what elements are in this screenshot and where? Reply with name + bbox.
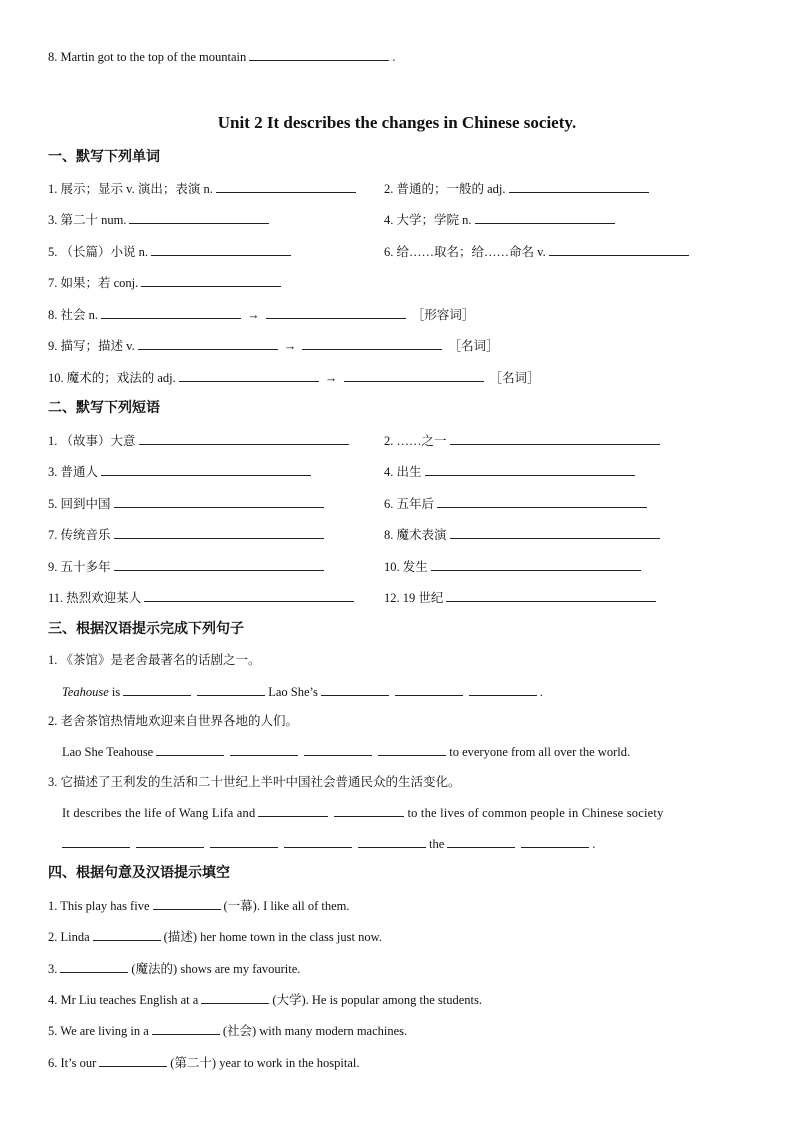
answer-blank[interactable] xyxy=(425,463,635,476)
section-heading: 四、根据句意及汉语提示填空 xyxy=(48,865,230,881)
phrase-item xyxy=(384,432,663,449)
item-label: 6. 五年后 xyxy=(384,497,435,511)
answer-blank[interactable] xyxy=(60,960,128,973)
answer-blank[interactable] xyxy=(156,743,224,756)
answer-blank[interactable] xyxy=(230,743,298,756)
item-label: 2. ……之一 xyxy=(384,434,447,448)
word-item xyxy=(48,243,294,260)
fill-item xyxy=(48,928,382,945)
fill-item xyxy=(48,897,350,914)
phrase-item xyxy=(48,432,352,449)
item-label: 2. 普通的；一般的 adj. xyxy=(384,182,506,196)
italic-title: Teahouse xyxy=(62,685,109,699)
answer-line xyxy=(62,804,664,821)
fill-item xyxy=(48,960,300,977)
item-label: 8. 社会 n. xyxy=(48,308,99,322)
answer-blank[interactable] xyxy=(447,835,515,848)
text: (第二十) year to work in the hospital. xyxy=(170,1056,360,1070)
item-label: 5. （长篇）小说 n. xyxy=(48,245,149,259)
item-label: 10. 发生 xyxy=(384,560,428,574)
punct: . xyxy=(392,50,396,64)
answer-blank[interactable] xyxy=(197,683,265,696)
answer-blank[interactable] xyxy=(101,306,241,319)
answer-blank[interactable] xyxy=(450,526,660,539)
word-item xyxy=(384,211,618,228)
section-heading: 一、默写下列单词 xyxy=(48,149,160,165)
answer-blank[interactable] xyxy=(93,928,161,941)
answer-blank[interactable] xyxy=(123,683,191,696)
answer-blank[interactable] xyxy=(450,432,660,445)
question-prompt: 1. 《茶馆》是老舍最著名的话剧之一。 xyxy=(48,653,261,667)
answer-blank[interactable] xyxy=(378,743,446,756)
phrase-item xyxy=(48,558,327,575)
item-label: 3. 普通人 xyxy=(48,465,99,479)
fill-item xyxy=(48,1054,359,1071)
item-label: 8. 魔术表演 xyxy=(384,528,447,542)
item-label: 4. 出生 xyxy=(384,465,422,479)
answer-blank[interactable] xyxy=(431,558,641,571)
text: to everyone from all over the world. xyxy=(449,745,631,759)
text: It describes the life of Wang Lifa and xyxy=(62,806,256,820)
arrow-icon: → xyxy=(247,308,260,322)
section-heading: 三、根据汉语提示完成下列句子 xyxy=(48,621,244,637)
item-label: 9. 五十多年 xyxy=(48,560,111,574)
phrase-item xyxy=(48,526,327,543)
fill-item xyxy=(48,1022,407,1039)
item-label: 3. 第二十 num. xyxy=(48,213,127,227)
answer-blank[interactable] xyxy=(129,211,269,224)
word-item xyxy=(48,337,499,354)
phrase-item xyxy=(384,495,650,512)
item-label: 1. （故事）大意 xyxy=(48,434,136,448)
word-form-hint: ［形容词］ xyxy=(411,308,475,322)
answer-blank[interactable] xyxy=(153,897,221,910)
answer-blank[interactable] xyxy=(201,991,269,1004)
item-label: 9. 描写；描述 v. xyxy=(48,339,135,353)
text: to the lives of common people in Chinese society xyxy=(407,806,664,820)
answer-line xyxy=(62,835,595,852)
text: (描述) her home town in the class just now. xyxy=(163,930,382,944)
item-label: 12. 19 世纪 xyxy=(384,591,444,605)
phrase-item xyxy=(48,589,357,606)
word-item xyxy=(48,306,474,323)
text: (社会) with many modern machines. xyxy=(222,1024,408,1038)
answer-blank[interactable] xyxy=(114,558,324,571)
text: 6. It’s our xyxy=(48,1056,97,1070)
answer-blank[interactable] xyxy=(304,743,372,756)
text: is xyxy=(111,685,121,699)
phrase-item xyxy=(384,526,663,543)
answer-blank[interactable] xyxy=(437,495,647,508)
question-prompt: 3. 它描述了王利发的生活和二十世纪上半叶中国社会普通民众的生活变化。 xyxy=(48,775,461,789)
fill-item xyxy=(48,991,482,1008)
item-label: 10. 魔术的；戏法的 adj. xyxy=(48,371,176,385)
text: the xyxy=(429,837,445,851)
answer-line xyxy=(62,743,630,760)
word-item xyxy=(384,243,692,260)
answer-blank[interactable] xyxy=(62,835,130,848)
arrow-icon: → xyxy=(283,339,297,353)
text: (一幕). I like all of them. xyxy=(223,899,350,913)
answer-blank[interactable] xyxy=(521,835,589,848)
word-form-hint: ［名词］ xyxy=(489,371,540,385)
answer-blank[interactable] xyxy=(344,369,484,382)
word-form-hint: ［名词］ xyxy=(448,339,499,353)
text: 1. This play has five xyxy=(48,899,150,913)
arrow-icon: → xyxy=(324,371,338,385)
answer-blank[interactable] xyxy=(114,526,324,539)
answer-blank[interactable] xyxy=(99,1054,167,1067)
word-item xyxy=(48,369,540,386)
phrase-item xyxy=(48,495,327,512)
item-label: 7. 传统音乐 xyxy=(48,528,111,542)
punct: . xyxy=(592,837,596,851)
answer-blank[interactable] xyxy=(152,1022,220,1035)
answer-blank[interactable] xyxy=(321,683,389,696)
answer-blank[interactable] xyxy=(334,804,404,817)
answer-blank[interactable] xyxy=(144,589,354,602)
answer-line xyxy=(62,683,543,700)
answer-blank[interactable] xyxy=(114,495,324,508)
answer-blank[interactable] xyxy=(258,804,328,817)
item-label: 1. 展示；显示 v. 演出；表演 n. xyxy=(48,182,213,196)
unit-title: Unit 2 It describes the changes in Chinese society. xyxy=(217,113,577,132)
text: 3. xyxy=(48,962,58,976)
answer-blank[interactable] xyxy=(302,337,442,350)
answer-blank[interactable] xyxy=(216,180,356,193)
item-label: 5. 回到中国 xyxy=(48,497,111,511)
answer-blank[interactable] xyxy=(266,306,406,319)
answer-blank[interactable] xyxy=(509,180,649,193)
answer-blank[interactable] xyxy=(446,589,656,602)
answer-blank[interactable] xyxy=(136,835,204,848)
answer-blank[interactable] xyxy=(141,274,281,287)
question-prompt: 2. 老舍茶馆热情地欢迎来自世界各地的人们。 xyxy=(48,714,299,728)
answer-blank[interactable] xyxy=(151,243,291,256)
answer-blank[interactable] xyxy=(249,48,389,61)
phrase-item xyxy=(384,589,659,606)
answer-blank[interactable] xyxy=(475,211,615,224)
answer-blank[interactable] xyxy=(395,683,463,696)
item-label: 11. 热烈欢迎某人 xyxy=(48,591,142,605)
word-item xyxy=(48,180,359,197)
top-question xyxy=(48,48,395,65)
text: (大学). He is popular among the students. xyxy=(272,993,482,1007)
question-text: 8. Martin got to the top of the mountain xyxy=(48,50,247,64)
word-item xyxy=(48,274,284,291)
answer-blank[interactable] xyxy=(101,463,311,476)
text: 4. Mr Liu teaches English at a xyxy=(48,993,199,1007)
answer-blank[interactable] xyxy=(358,835,426,848)
phrase-item xyxy=(384,558,644,575)
word-item xyxy=(48,211,272,228)
answer-blank[interactable] xyxy=(138,337,278,350)
item-label: 7. 如果；若 conj. xyxy=(48,276,139,290)
text: Lao She’s xyxy=(268,685,318,699)
text: 5. We are living in a xyxy=(48,1024,149,1038)
phrase-item xyxy=(384,463,638,480)
word-item xyxy=(384,180,652,197)
text: 2. Linda xyxy=(48,930,90,944)
item-label: 4. 大学；学院 n. xyxy=(384,213,472,227)
answer-blank[interactable] xyxy=(179,369,319,382)
answer-blank[interactable] xyxy=(139,432,349,445)
punct: . xyxy=(539,685,544,699)
text: Lao She Teahouse xyxy=(62,745,154,759)
item-label: 6. 给……取名；给……命名 v. xyxy=(384,245,546,259)
answer-blank[interactable] xyxy=(284,835,352,848)
text: (魔法的) shows are my favourite. xyxy=(131,962,301,976)
answer-blank[interactable] xyxy=(549,243,689,256)
section-heading: 二、默写下列短语 xyxy=(48,400,160,416)
answer-blank[interactable] xyxy=(469,683,537,696)
phrase-item xyxy=(48,463,314,480)
answer-blank[interactable] xyxy=(210,835,278,848)
